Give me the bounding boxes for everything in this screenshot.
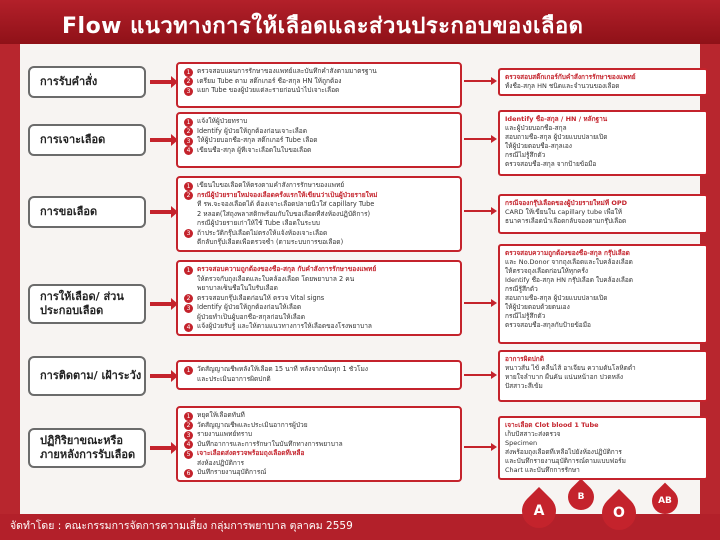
list-item: 3 Identify ผู้ป่วยให้ถูกต้องก่อนให้เลือด <box>184 303 456 313</box>
stage-label-blood-request: การขอเลือด <box>28 196 146 228</box>
bullet-icon: 3 <box>184 304 193 313</box>
list-item: 1 แจ้งให้ผู้ป่วยทราบ <box>184 117 456 127</box>
list-item: 2 เตรียม Tube ตาม สติ๊กเกอร์ ชื่อ-สกุล HN ให้ถูกต้อง <box>184 77 456 87</box>
list-item: ที่ รพ.จะจองเลือดได้ ต้องเจาะเลือดปลายนิ้วใส่ capillary Tube <box>197 200 375 208</box>
bullet-icon: 2 <box>184 127 193 136</box>
list-item: 2 Identify ผู้ป่วยให้ถูกต้องก่อนเจาะเลือด <box>184 127 456 137</box>
page-title: Flow แนวทางการให้เลือดและส่วนประกอบของเลือด <box>62 14 584 39</box>
bullet-icon: 3 <box>184 431 193 440</box>
list-item: ตีกลับกรุ๊ปเลือดเพื่อตรวจซ้ำ (ตามระบบการขอเลือด) <box>197 238 344 246</box>
blood-group-label: B <box>577 492 585 502</box>
note-reaction <box>498 416 708 480</box>
note-blood-draw <box>498 110 708 176</box>
note-line: เจาะเลือด Clot blood 1 Tube <box>505 421 599 429</box>
list-item: 4 บันทึกอาการและการรักษาในบันทึกทางการพยาบาล <box>184 440 456 450</box>
bullet-icon: 2 <box>184 191 193 200</box>
blood-group-label: A <box>533 503 545 519</box>
stage-arrow <box>150 80 172 84</box>
note-line: ให้ผู้ป่วยตอบด้วยตนเอง <box>505 302 570 311</box>
list-item: 2 ตรวจสอบกรุ๊ปเลือดก่อนให้ ตรวจ Vital signs <box>184 294 456 304</box>
list-item: 1 หยุดให้เลือดทันที <box>184 411 456 421</box>
note-line: ให้ผู้ป่วยตอบชื่อ-สกุลเอง <box>505 141 572 150</box>
note-line: ส่งพร้อมถุงเลือดที่เหลือไปยังห้องปฏิบัติการ <box>505 447 622 456</box>
list-item: 4 แจ้งผู้ป่วยรับรู้ และให้ตามแนวทางการให้เลือดของโรงพยาบาล <box>184 322 456 332</box>
note-line: Chart และบันทึกการรักษา <box>505 465 580 474</box>
note-line: สอบถามชื่อ-สกุล ผู้ป่วยแบบปลายเปิด <box>505 132 608 141</box>
note-arrow <box>464 446 492 448</box>
bullet-icon: 4 <box>184 146 193 155</box>
note-arrow <box>464 302 492 304</box>
list-item: 1 เขียนใบขอเลือดให้ตรงตามคำสั่งการรักษาของแพทย์ <box>184 181 456 191</box>
bullet-icon: 1 <box>184 366 193 375</box>
list-item: 5 เจาะเลือดส่งตรวจพร้อมถุงเลือดที่เหลือ <box>184 449 456 459</box>
note-order <box>498 68 708 96</box>
note-arrow <box>464 374 492 376</box>
note-line: กรณีไม่รู้สึกตัว <box>505 311 546 320</box>
note-line: ปัสสาวะสีเข้ม <box>505 381 543 390</box>
note-blood-request <box>498 194 708 234</box>
note-line: Specimen <box>505 438 538 447</box>
note-line: และผู้ป่วยบอกชื่อ-สกุล <box>505 123 567 132</box>
note-arrow <box>464 80 492 82</box>
note-transfusion <box>498 244 708 344</box>
note-line: ธนาคารเลือดนำเลือดกลับจองตามกรุ๊ปเลือด <box>505 216 627 225</box>
bullet-icon: 1 <box>184 182 193 191</box>
list-item: 2 กรณีผู้ป่วยรายใหม่จองเลือดครั้งแรกให้เขียนว่าเป็นผู้ป่วยรายใหม่ <box>184 191 456 201</box>
stage-arrow <box>150 210 172 214</box>
note-line: กรณีจองกรุ๊ปเลือดของผู้ป่วยรายใหม่ที่ OPD <box>505 199 628 207</box>
note-line: สอบถามชื่อ-สกุล ผู้ป่วยแบบปลายเปิด <box>505 293 608 302</box>
stage-arrow <box>150 302 172 306</box>
list-item: 4 เขียนชื่อ-สกุล ผู้ที่เจาะเลือดในใบขอเลือด <box>184 146 456 156</box>
bullet-icon: 2 <box>184 77 193 86</box>
bullet-icon: 1 <box>184 412 193 421</box>
bullet-icon: 4 <box>184 440 193 449</box>
list-item: 3 แยก Tube ของผู้ป่วยแต่ละรายก่อนนำไปเจาะเลือด <box>184 86 456 96</box>
note-arrow <box>464 138 492 140</box>
note-line: ตรวจสอบความถูกต้องของชื่อ-สกุล กรุ๊ปเลือด <box>505 249 630 257</box>
list-item: 1 วัดสัญญาณชีพหลังให้เลือด 15 นาที หลังจากนั้นทุก 1 ชั่วโมง <box>184 365 456 375</box>
bullet-icon: 1 <box>184 266 193 275</box>
bullet-icon: 4 <box>184 323 193 332</box>
stage-label-blood-draw: การเจาะเลือด <box>28 124 146 156</box>
note-arrow <box>464 210 492 212</box>
note-monitoring <box>498 350 708 402</box>
note-line: และบันทึกรายงานอุบัติการณ์ตามแบบฟอร์ม <box>505 456 626 465</box>
bullet-icon: 2 <box>184 421 193 430</box>
stage-content-monitoring <box>176 360 462 390</box>
stage-arrow <box>150 374 172 378</box>
note-line: ตรวจสอบชื่อ-สกุลกับป้ายข้อมือ <box>505 320 591 329</box>
blood-group-label: AB <box>658 496 672 506</box>
list-item: พยาบาลเซ็นชื่อในใบรับเลือด <box>197 284 278 292</box>
bullet-icon: 5 <box>184 450 193 459</box>
list-item: ส่งห้องปฏิบัติการ <box>197 458 245 467</box>
bullet-icon: 1 <box>184 68 193 77</box>
note-line: Identify ชื่อ-สกุล HN กรุ๊ปเลือด ใบคล้องเลือด <box>505 275 634 284</box>
note-line: อาการผิดปกติ <box>505 355 544 363</box>
stage-content-blood-draw <box>176 112 462 168</box>
note-line: CARD ให้เขียนใน capillary tube เพื่อให้ <box>505 207 623 216</box>
list-item: ผู้ป่วยทำเป็นผู้บอกชื่อ-สกุลก่อนให้เลือด <box>197 312 306 321</box>
stage-content-transfusion <box>176 260 462 336</box>
stage-arrow <box>150 446 172 450</box>
note-line: Identify ชื่อ-สกุล / HN / หลักฐาน <box>505 115 608 123</box>
list-item: กรณีผู้ป่วยรายเก่าให้ใช้ Tube เลือดในระบบ <box>197 219 320 227</box>
list-item: 2 วัดสัญญาณชีพและประเมินอาการผู้ป่วย <box>184 421 456 431</box>
list-item: ให้ตรวจกับถุงเลือดและใบคล้องเลือด โดยพยาบาล 2 คน <box>197 274 355 283</box>
bullet-icon: 3 <box>184 229 193 238</box>
note-line: กรณีรู้สึกตัว <box>505 284 538 293</box>
list-item: 3 ให้ผู้ป่วยบอกชื่อ-สกุล สติ๊กเกอร์ Tube เลือด <box>184 136 456 146</box>
stage-content-order <box>176 62 462 108</box>
stage-label-order: การรับคำสั่ง <box>28 66 146 98</box>
stage-arrow <box>150 138 172 142</box>
note-line: กรณีไม่รู้สึกตัว <box>505 150 546 159</box>
list-item: และประเมินอาการผิดปกติ <box>197 374 271 383</box>
list-item: 2 หลอด(ใส่ถุงพลาสติกพร้อมกับใบขอเลือดที่ส่งห้องปฏิบัติการ) <box>197 209 371 218</box>
stage-label-monitoring: การติดตาม/ เฝ้าระวัง <box>28 356 146 396</box>
left-border <box>0 44 20 514</box>
note-line: เก็บปัสสาวะส่งตรวจ <box>505 429 561 438</box>
bullet-icon: 1 <box>184 118 193 127</box>
note-line: ตรวจสอบสติ๊กเกอร์กับคำสั่งการรักษาของแพทย์ <box>505 73 636 81</box>
stage-content-blood-request <box>176 176 462 252</box>
note-line: หายใจลำบาก ผื่นคัน แน่นหน้าอก ปวดหลัง <box>505 372 624 381</box>
stage-label-transfusion: การให้เลือด/ ส่วนประกอบเลือด <box>28 284 146 324</box>
stage-content-reaction <box>176 406 462 482</box>
list-item: 1 ตรวจสอบแผนการรักษาของแพทย์และบันทึกคำสั่งตามมาตรฐาน <box>184 67 456 77</box>
bullet-icon: 3 <box>184 137 193 146</box>
note-line: และ No.Donor จากถุงเลือดและใบคล้องเลือด <box>505 257 633 266</box>
bullet-icon: 3 <box>184 87 193 96</box>
footer-credit: จัดทำโดย : คณะกรรมการจัดการความเสี่ยง กลุ่มการพยาบาล ตุลาคม 2559 <box>10 520 353 532</box>
list-item: 3 รายงานแพทย์ทราบ <box>184 430 456 440</box>
stage-label-reaction: ปฏิกิริยาขณะหรือ ภายหลังการรับเลือด <box>28 428 146 468</box>
blood-group-label: O <box>613 505 625 521</box>
bullet-icon: 6 <box>184 469 193 478</box>
list-item: 3 ถ้าประวัติกรุ๊ปเลือดไม่ตรงให้แจ้งห้องเจาะเลือด <box>184 229 456 239</box>
list-item: 6 บันทึกรายงานอุบัติการณ์ <box>184 468 456 478</box>
note-line: ทั้งชื่อ-สกุล HN ชนิดและจำนวนของเลือด <box>505 81 620 90</box>
bullet-icon: 2 <box>184 294 193 303</box>
note-line: หนาวสั่น ไข้ คลื่นไส้ อาเจียน ความดันโลหิตต่ำ <box>505 363 636 372</box>
note-line: ตรวจสอบชื่อ-สกุล จากป้ายข้อมือ <box>505 159 597 168</box>
list-item: 1 ตรวจสอบความถูกต้องของชื่อ-สกุล กับคำสั่งการรักษาของแพทย์ <box>184 265 456 275</box>
note-line: ให้ตรวจถุงเลือดก่อนให้ทุกครั้ง <box>505 266 589 275</box>
